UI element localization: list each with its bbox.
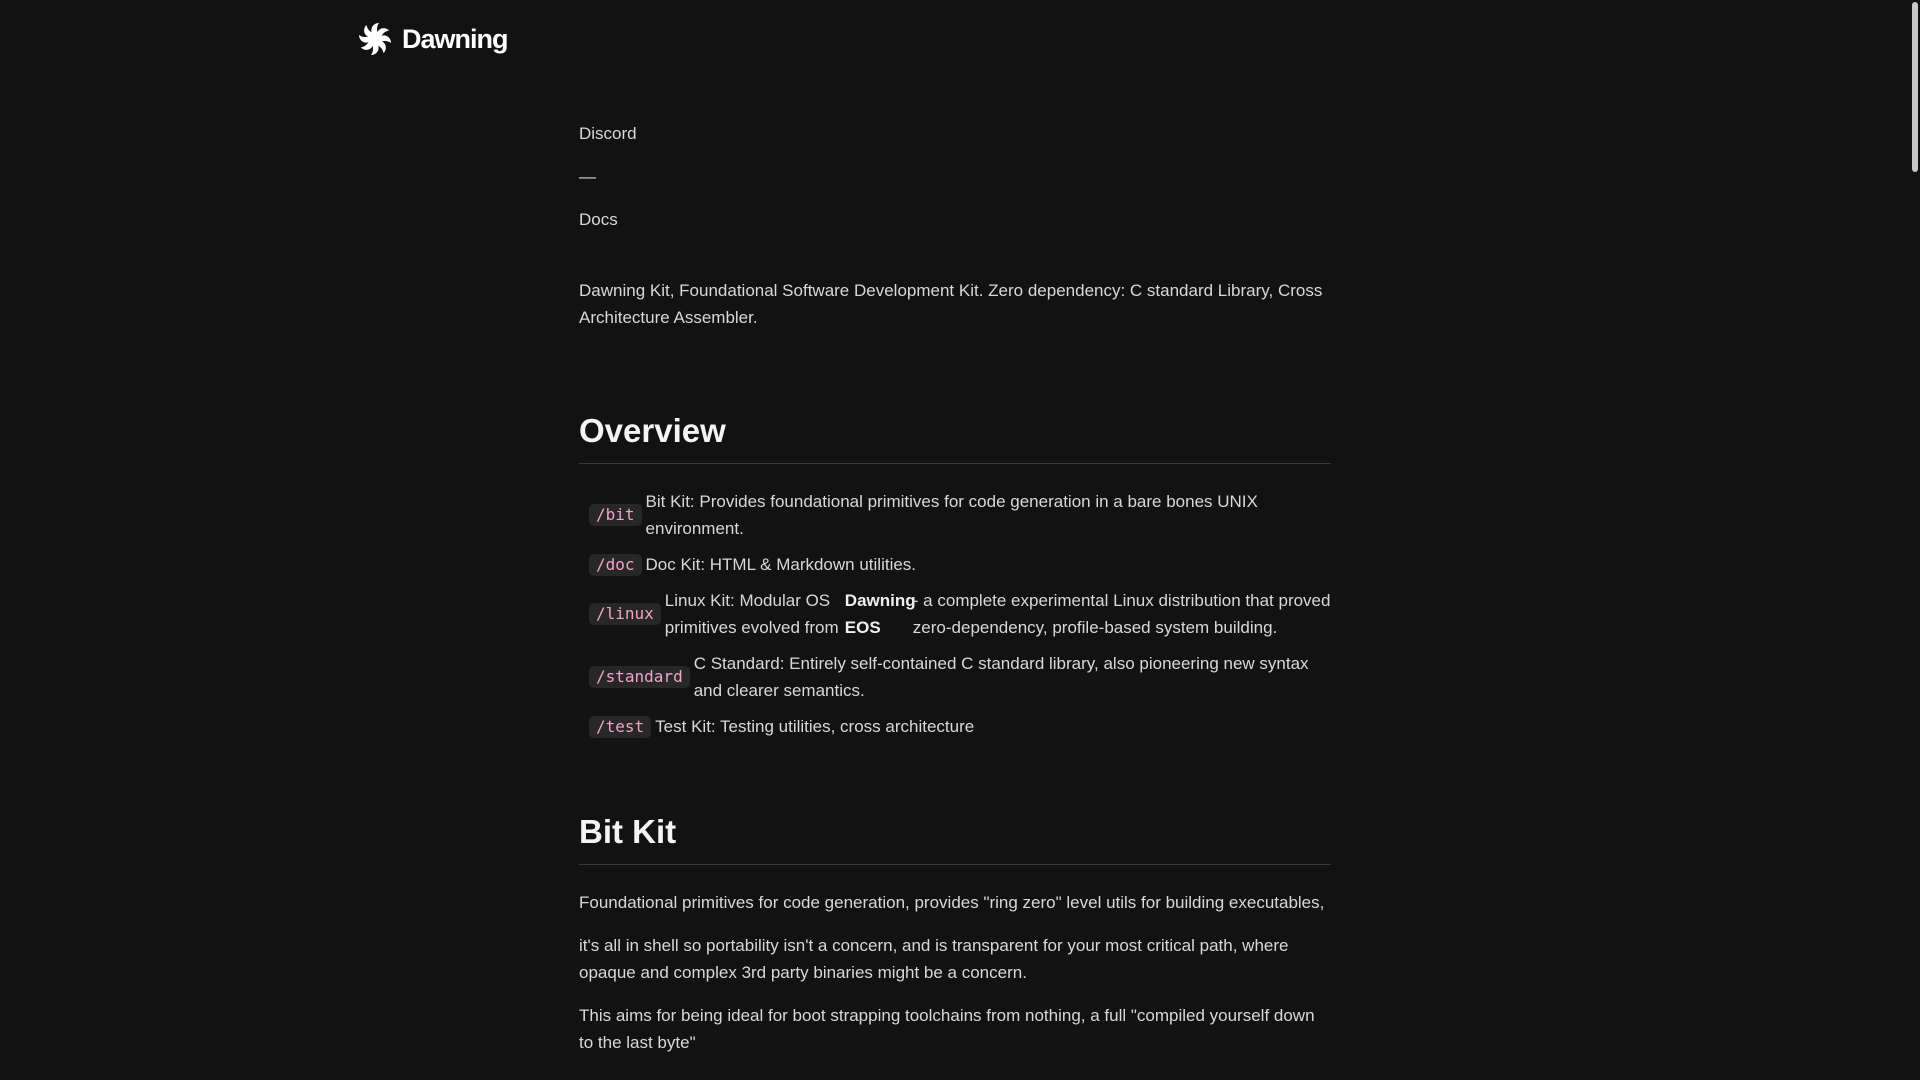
kit-path-test[interactable]: /test [589, 716, 651, 738]
intro-text: Dawning Kit, Foundational Software Development Kit. Zero dependency: C standard Library, Cross Architecture Assembler. [579, 281, 1323, 327]
kit-list [579, 488, 1331, 740]
discord-link[interactable]: Discord [579, 124, 637, 143]
kit-desc-doc: Doc Kit: HTML & Markdown utilities. [645, 555, 917, 574]
pinwheel-icon [358, 22, 392, 56]
logo-text: Dawning [402, 23, 508, 54]
overview-heading: Overview [579, 411, 1331, 464]
bitkit-paragraph: it's all in shell so portability isn't a concern, and is transparent for your most critical path, where opaque and complex 3rd party binaries might be a concern. [579, 936, 1289, 982]
kit-desc-standard: C Standard: Entirely self-contained C standard library, also pioneering new syntax and clearer semantics. [693, 654, 1309, 700]
kit-path-linux[interactable]: /linux [589, 603, 661, 625]
kit-item-bit [589, 488, 1331, 542]
kit-desc-linux-rest: - a complete experimental Linux distribution that proved zero-dependency, profile-based system building. [912, 591, 1331, 637]
bitkit-paragraph: This aims for being ideal for boot strapping toolchains from nothing, a full "compiled yourself down to the last byte" [579, 1006, 1315, 1052]
kit-item-standard [589, 650, 1331, 704]
kit-desc-test: Test Kit: Testing utilities, cross architecture [655, 717, 975, 736]
logo-link[interactable] [358, 22, 508, 56]
vertical-scrollbar[interactable] [1908, 0, 1920, 1080]
kit-path-bit[interactable]: /bit [589, 504, 642, 526]
kit-path-doc[interactable]: /doc [589, 554, 642, 576]
kit-item-doc [589, 551, 1331, 578]
nav-separator: — [579, 167, 596, 186]
bitkit-heading: Bit Kit [579, 812, 1331, 865]
dawning-eos-link[interactable]: Dawning EOS [844, 591, 916, 637]
kit-item-test [589, 713, 1331, 740]
scrollbar-thumb[interactable] [1912, 2, 1918, 172]
docs-link[interactable]: Docs [579, 210, 618, 229]
kit-desc-linux-intro: Linux Kit: Modular OS primitives evolved from [664, 591, 839, 637]
kit-item-linux [589, 587, 1331, 641]
bitkit-paragraph: Foundational primitives for code generation, provides "ring zero" level utils for building executables, [579, 893, 1325, 912]
kit-desc-bit: Bit Kit: Provides foundational primitives for code generation in a bare bones UNIX environment. [645, 492, 1258, 538]
kit-path-standard[interactable]: /standard [589, 666, 690, 688]
kit-desc-linux [665, 587, 1331, 641]
main-content [579, 120, 1331, 1056]
